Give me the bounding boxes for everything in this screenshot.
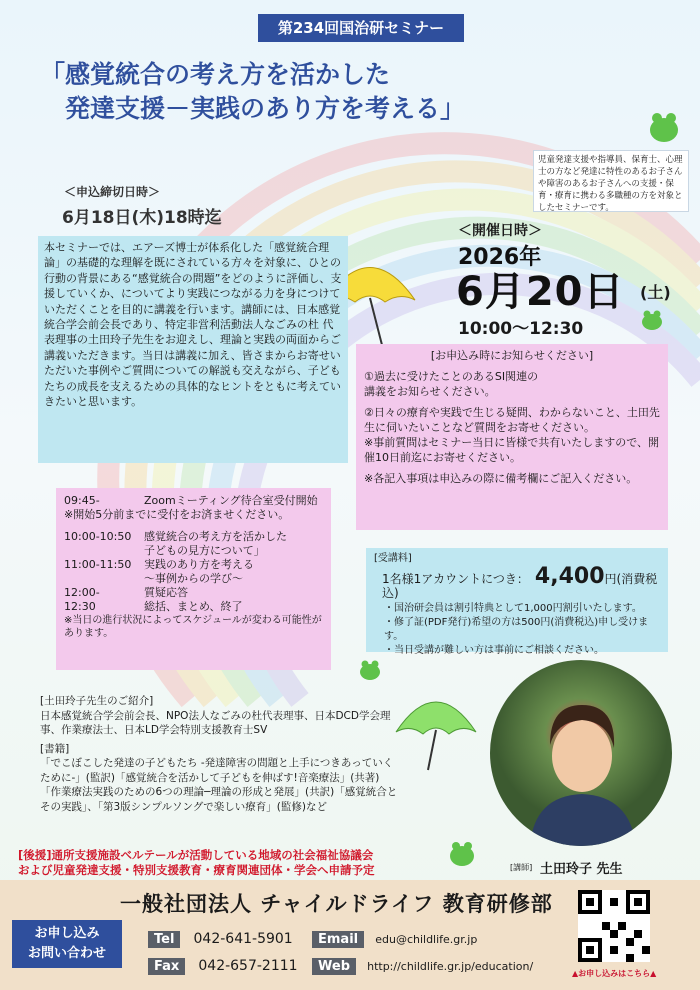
fax-row [148, 955, 298, 974]
support-notice: [後援]通所支援施設ベルテールが活動している地域の社会福祉協議会 および児童発達支援・特別支援教育・療育関連団体・学会へ申請予定 [18, 848, 375, 877]
fee-label: [受講料] [374, 553, 412, 564]
web-row [312, 955, 533, 974]
tel-row [148, 928, 293, 947]
schedule-box [56, 488, 331, 670]
organization-name: 一般社団法人 チャイルドライフ 教育研修部 [120, 892, 553, 916]
fee-box [366, 548, 668, 656]
lecturer-name: 土田玲子 先生 [540, 862, 623, 877]
deadline-date: 6月18日(木)18時迄 [62, 208, 222, 228]
notice-item-1: ①過去に受けたことのあるSI関連の 講義をお知らせください。 [364, 370, 539, 398]
target-audience-note: 児童発達支援や指導員、保育士、心理士の方など発達に特性のあるお子さんや障害のあるお子さんへの支援・保育・療育に携わる多職種の方を対象としたセミナーです。 [533, 150, 689, 212]
email-row [312, 928, 477, 947]
fax-tag: Fax [148, 958, 185, 975]
fee-suffix: 円(消費税込) [382, 572, 658, 600]
schedule-desc: 質疑応答 総括、まとめ、終了 [144, 586, 243, 613]
schedule-note: ※開始5分前までに受付をお済ませください。 [64, 508, 290, 521]
green-umbrella [396, 702, 476, 770]
event-time: 10:00～12:30 [458, 319, 584, 339]
seminar-number-badge: 第234回国治研セミナー [258, 14, 464, 42]
tel-number[interactable]: 042-641-5901 [193, 931, 293, 947]
notice-item-3: ※各記入事項は申込みの際に備考欄にご記入ください。 [364, 472, 638, 485]
lecturer-photo [490, 660, 672, 846]
schedule-time: 10:00-10:50 [64, 530, 132, 543]
event-year: 2026年 [458, 245, 542, 270]
fee-price: 4,400 [534, 564, 605, 589]
profile-heading: [土田玲子先生のご紹介] [40, 695, 154, 707]
tel-tag: Tel [148, 931, 180, 948]
fee-note: ・国治研会員は割引特典として1,000円割引いたします。 [384, 603, 642, 614]
seminar-title: 「感覚統合の考え方を活かした 発達支援－実践のあり方を考える」 [40, 60, 466, 123]
email-address[interactable]: edu@childlife.gr.jp [375, 933, 478, 946]
lecturer-profile [40, 694, 400, 814]
qr-caption: ▲お申し込みはこちら▲ [572, 969, 657, 978]
qr-code[interactable] [578, 890, 650, 962]
web-tag: Web [312, 958, 356, 975]
application-notice [356, 344, 668, 530]
email-tag: Email [312, 931, 364, 948]
books-list: 「でこぼこした発達の子どもたち -発達障害の問題と上手につきあっていくために-」(監訳)「感覚統合を活かして子どもを伸ばす!音楽療法」(共著)「作業療法実践のための6つの理論─理論の形成と発展」(共訳)「感覚統合とその実践」、「第3版シンプルソングで楽しい療育」(監修)など [40, 757, 398, 813]
books-heading: [書籍] [40, 742, 70, 755]
event-date-label: ＜開催日時＞ [458, 223, 542, 239]
schedule-desc: Zoomミーティング待合室受付開始 [144, 494, 318, 507]
notice-item-2: ②日々の療育や実践で生じる疑問、わからないこと、土田先生に伺いたいことなど質問をお寄せください。 ※事前質問はセミナー当日に皆様で共有いたしますので、開催10日前迄にお寄せください。 [364, 406, 660, 464]
event-weekday: (土) [640, 283, 671, 302]
schedule-desc: 実践のあり方を考える ～事例からの学び～ [144, 558, 254, 585]
schedule-time: 09:45- [64, 494, 100, 507]
notice-heading: [お申込み時にお知らせください] [430, 349, 594, 362]
schedule-footnote: ※当日の進行状況によってスケジュールが変わる可能性があります。 [64, 615, 322, 639]
fee-note: ・当日受講が難しい方は事前にご相談ください。 [384, 645, 604, 656]
schedule-time: 11:00-11:50 [64, 558, 132, 571]
intro-text: 本セミナーでは、エアーズ博士が体系化した「感覚統合理論」の基礎的な理解を既にされている方々を対象に、ひとの行動の背景にある“感覚統合の問題”をどのように評価し、支援していくか、についてより実践につながる力を身につけていただくことを目的に講義を行います。講師には、日本感覚統合学会前会長であり、特定非営利活動法人なごみの杜 代表理事の土田玲子先生をお迎えし、理論と実践の両面からご講義いただきます。当日は講義に加え、皆さまからお寄せいただいた事例やご質問についての解説も交えながら、子どもたちの成長を支えるための具体的なヒントをともに考えていきたいと思います。 [38, 236, 348, 463]
lecturer-label: [講師] [510, 863, 533, 872]
schedule-time: 12:00- 12:30 [64, 586, 100, 613]
profile-body: 日本感覚統合学会前会長、NPO法人なごみの杜代表理事、日本DCD学会理事、作業療法士、日本LD学会特別支援教育士SV [40, 709, 391, 736]
contact-label: お申し込み お問い合わせ [12, 920, 122, 968]
fee-note: ・修了証(PDF発行)希望の方は500円(消費税込)申し受けます。 [384, 617, 649, 642]
fee-prefix: 1名様1アカウントにつき： [382, 572, 529, 586]
fax-number: 042-657-2111 [198, 958, 298, 974]
schedule-desc: 感覚統合の考え方を活かした 子どもの見方について」 [144, 530, 287, 557]
event-day: 6月20日 [456, 269, 625, 315]
web-url[interactable]: http://childlife.gr.jp/education/ [367, 960, 534, 973]
deadline-label: ＜申込締切日時＞ [64, 185, 161, 199]
